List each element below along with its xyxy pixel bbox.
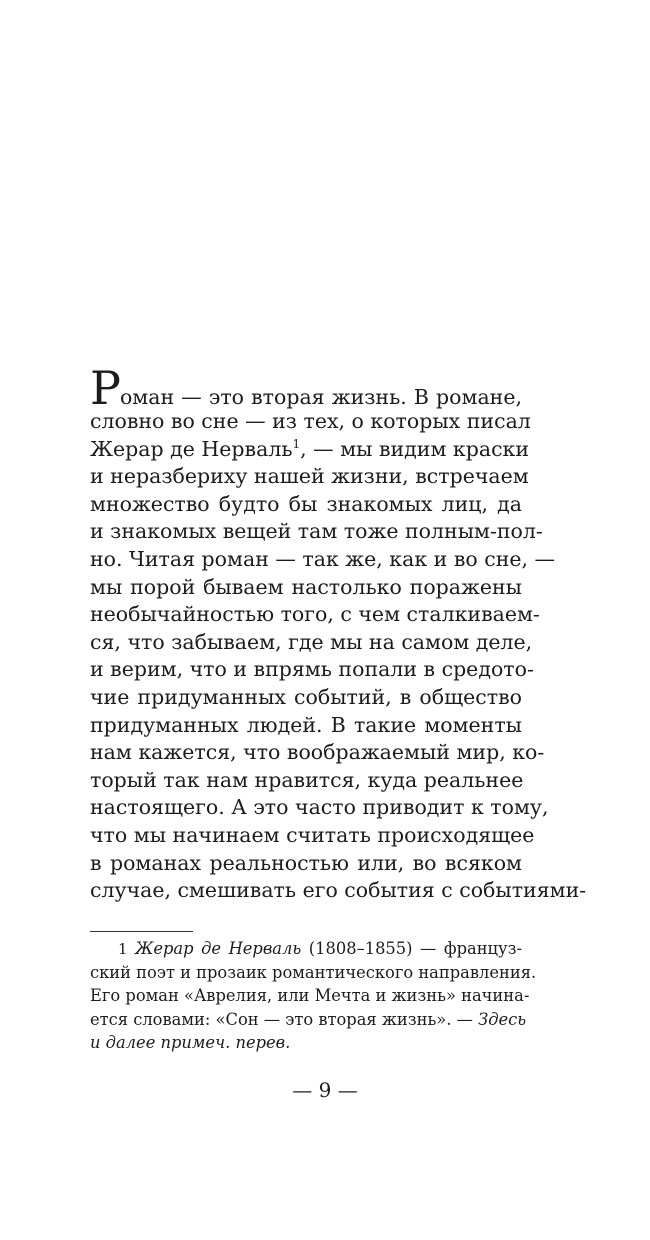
text-line-14: нам кажется, что воображаемый мир, ко- <box>90 740 545 765</box>
footnote-line-5: и далее примеч. перев. <box>90 1033 291 1053</box>
text-line-7: но. Читая роман — так же, как и во сне, — <box>90 546 556 571</box>
footnote-line-2: ский поэт и прозаик романтического направления. <box>90 962 537 982</box>
footnote <box>90 937 537 1055</box>
footnote-line-1: 1 Жерар де Нерваль (1808–1855) — француз- <box>118 939 522 958</box>
text-line-15: торый так нам нравится, куда реальнее <box>90 767 524 792</box>
footnote-ref[interactable]: 1 <box>292 436 301 451</box>
body-text <box>90 361 587 905</box>
text-line-8: мы порой бываем настолько поражены <box>90 574 522 599</box>
text-line-3: Жерар де Нерваль$^1$, — мы видим краски <box>90 436 530 461</box>
text-line-13: придуманных людей. В такие моменты <box>90 712 522 737</box>
text-line-19: случае, смешивать его события с событиями- <box>90 878 587 903</box>
text-line-2: словно во сне — из тех, о которых писал <box>90 409 531 433</box>
footnote-line-4: ется словами: «Сон — это вторая жизнь». — Здесь <box>90 1009 527 1029</box>
text-line-4: и неразбериху нашей жизни, встречаем <box>90 464 529 489</box>
text-line-16: настоящего. А это часто приводит к тому, <box>90 795 549 820</box>
text-line-1: Роман — это вторая жизнь. В романе, <box>90 361 522 415</box>
page-number: — 9 — <box>292 1078 358 1102</box>
text-line-6: и знакомых вещей там тоже полным-пол- <box>90 519 543 544</box>
text-line-10: ся, что забываем, где мы на самом деле, <box>90 629 533 654</box>
drop-cap: Р <box>90 361 120 415</box>
text-line-9: необычайностью того, с чем сталкиваем- <box>90 602 540 627</box>
footnote-number: 1 <box>118 940 128 958</box>
footnote-divider <box>90 931 193 932</box>
text-line-5: множество будто бы знакомых лиц, да <box>90 491 522 516</box>
text-line-12: чие придуманных событий, в общество <box>90 684 522 709</box>
text-line-17: что мы начинаем считать происходящее <box>90 822 535 847</box>
footnote-line-3: Его роман «Аврелия, или Мечта и жизнь» начина- <box>90 986 530 1006</box>
text-line-11: и верим, что и впрямь попали в средото- <box>90 657 534 682</box>
text-line-18: в романах реальностью или, во всяком <box>90 850 522 875</box>
